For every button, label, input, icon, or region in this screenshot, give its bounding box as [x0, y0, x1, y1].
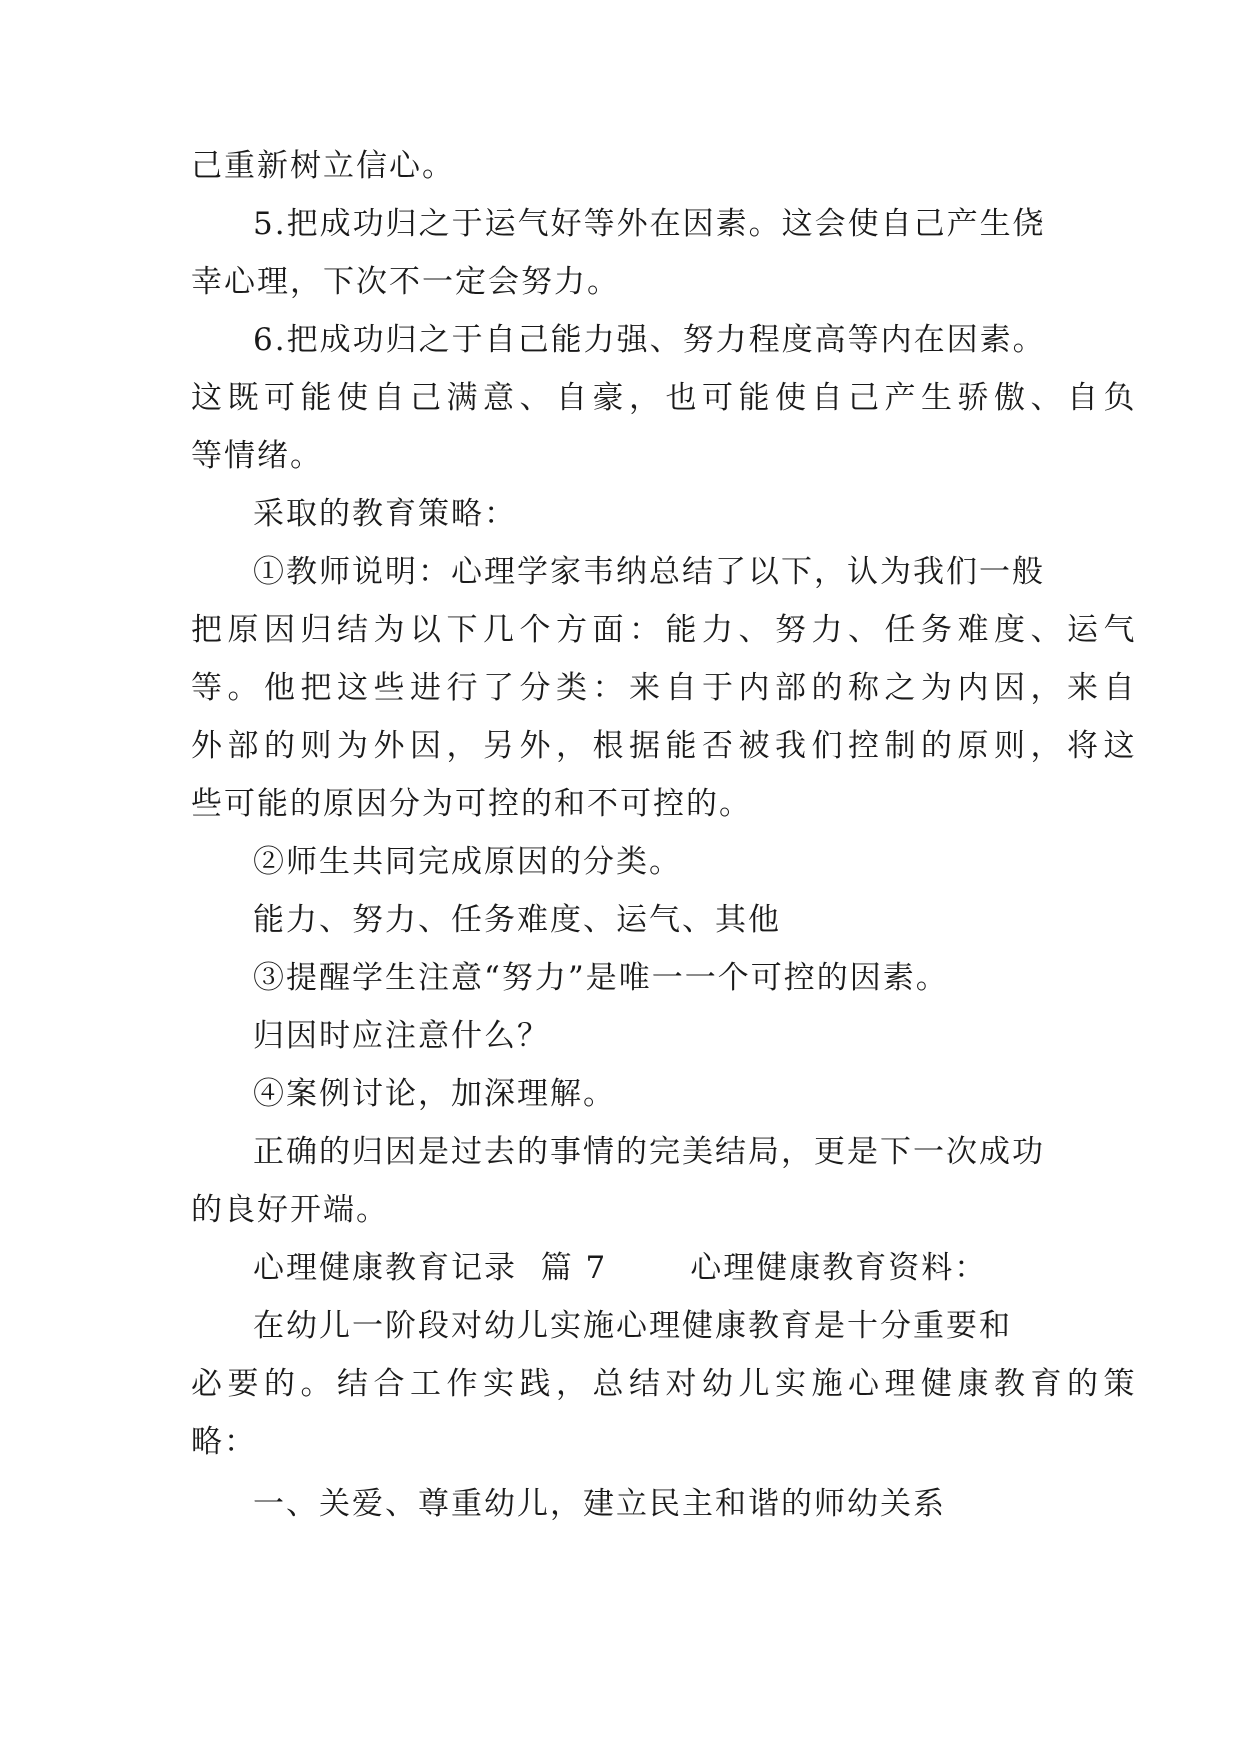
text-line: ③提醒学生注意“努力”是唯一一个可控的因素。 [253, 960, 949, 996]
text-line: 采取的教育策略： [253, 496, 517, 532]
text-line: 正确的归因是过去的事情的完美结局，更是下一次成功 [253, 1134, 1045, 1170]
text-line: 把原因归结为以下几个方面：能力、努力、任务难度、运气 [191, 612, 1140, 648]
text-line: 归因时应注意什么？ [253, 1018, 550, 1054]
text-line: ②师生共同完成原因的分类。 [253, 844, 682, 880]
text-line: 些可能的原因分为可控的和不可控的。 [191, 786, 752, 822]
text-line: 在幼儿一阶段对幼儿实施心理健康教育是十分重要和 [253, 1308, 1012, 1344]
text-line: 能力、努力、任务难度、运气、其他 [253, 902, 781, 938]
text-line: 一、关爱、尊重幼儿，建立民主和谐的师幼关系 [253, 1486, 946, 1522]
text-line: ①教师说明：心理学家韦纳总结了以下，认为我们一般 [253, 554, 1045, 590]
text-line: 5.把成功归之于运气好等外在因素。这会使自己产生侥 [253, 206, 1046, 242]
text-line: 外部的则为外因，另外，根据能否被我们控制的原则，将这 [191, 728, 1140, 764]
text-line: 这既可能使自己满意、自豪，也可能使自己产生骄傲、自负 [191, 380, 1140, 416]
text-line: 等情绪。 [191, 438, 323, 474]
text-line: 必要的。结合工作实践，总结对幼儿实施心理健康教育的策 [191, 1366, 1140, 1402]
text-line: 等。他把这些进行了分类：来自于内部的称之为内因，来自 [191, 670, 1140, 706]
text-line: 略： [191, 1424, 257, 1460]
text-line: 己重新树立信心。 [191, 148, 455, 184]
text-line: 6.把成功归之于自己能力强、努力程度高等内在因素。 [253, 322, 1046, 358]
section-heading: 心理健康教育记录 篇 7 心理健康教育资料： [253, 1250, 988, 1286]
text-line: 的良好开端。 [191, 1192, 389, 1228]
text-line: 幸心理，下次不一定会努力。 [191, 264, 620, 300]
text-line: ④案例讨论，加深理解。 [253, 1076, 616, 1112]
